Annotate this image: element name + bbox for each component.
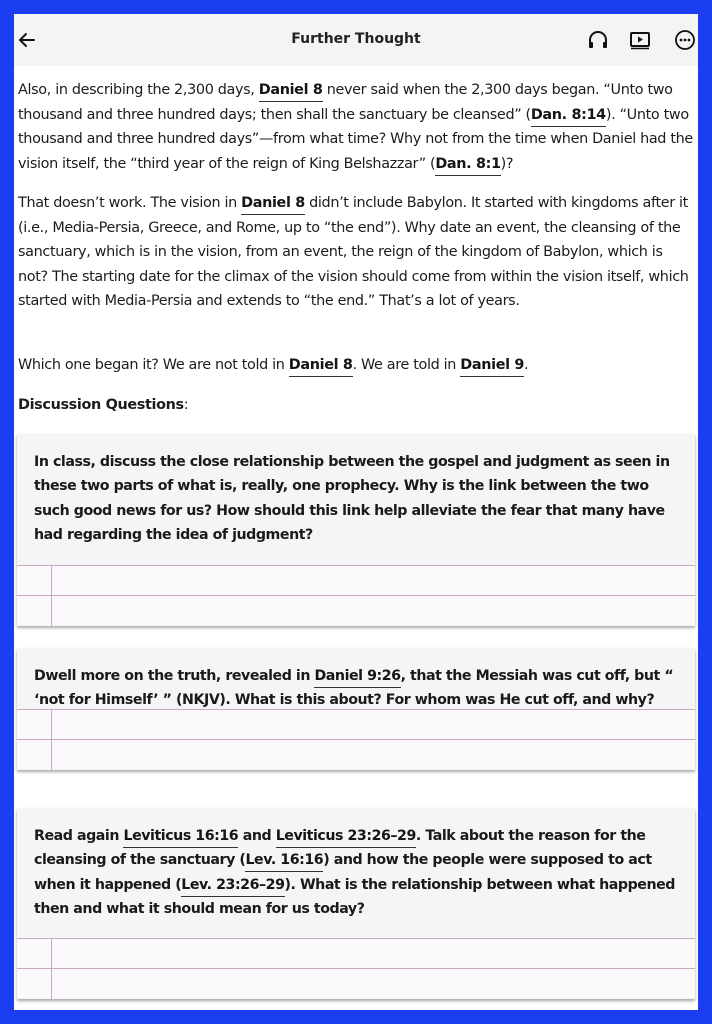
video-play-icon[interactable]	[628, 28, 652, 52]
scripture-link[interactable]: Dan. 8:14	[531, 107, 606, 127]
scripture-link[interactable]: Leviticus 16:16	[123, 828, 238, 848]
scripture-link[interactable]: Daniel 8	[241, 195, 305, 215]
headphones-icon[interactable]	[586, 28, 610, 52]
text-run: In class, discuss the close relationship between the gospel and judgment as seen in these two parts of what is, really, one prophecy. Why is the link between the two such good news for us? How should this link help alleviate the fear that many have had regarding the idea of judgment?	[34, 454, 670, 543]
lesson-content	[14, 66, 698, 1010]
note-margin-line	[51, 710, 52, 770]
question-card	[17, 648, 695, 770]
text-run: . We are told in	[352, 357, 461, 373]
note-line	[17, 595, 695, 596]
question-card	[17, 434, 695, 626]
text-run: and	[238, 828, 276, 844]
page-title: Further Thought	[291, 31, 421, 47]
note-line	[17, 739, 695, 740]
text-run: Which one began it? We are not told in	[18, 357, 289, 373]
paragraph	[18, 191, 696, 314]
notes-input[interactable]	[17, 938, 695, 998]
question-card	[17, 808, 695, 999]
note-line	[17, 968, 695, 969]
scripture-link[interactable]: Daniel 8	[259, 82, 323, 102]
scripture-link[interactable]: Lev. 23:26–29	[181, 877, 284, 897]
more-options-icon[interactable]	[673, 28, 697, 52]
notes-input[interactable]	[17, 709, 695, 769]
question-text	[34, 824, 684, 921]
scripture-link[interactable]: Daniel 8	[289, 357, 353, 377]
app-screen	[14, 14, 698, 1010]
scripture-link[interactable]: Leviticus 23:26–29	[276, 828, 416, 848]
scripture-link[interactable]: Daniel 9	[460, 357, 524, 377]
question-text	[34, 664, 684, 713]
text-run: Read again	[34, 828, 124, 844]
paragraph	[18, 78, 696, 176]
note-margin-line	[51, 939, 52, 999]
discussion-heading	[18, 397, 188, 413]
text-run: .	[524, 357, 529, 373]
notes-input[interactable]	[17, 565, 695, 625]
scripture-link[interactable]: Lev. 16:16	[245, 852, 323, 872]
text-run: )?	[500, 155, 514, 172]
text-run: never said when the 2,300 days began. “Unto two thousand and three hundred days; then shall the sanctuary be cleansed” (	[18, 82, 673, 123]
discussion-heading-colon: :	[183, 397, 189, 413]
text-run: . Talk about the reason for the cleansing of the sanctuary (	[34, 828, 646, 869]
text-run: didn’t include Babylon. It started with kingdoms after it (i.e., Media-Persia, Greece, and Rome, up to “the end”). Why date an event, the cleansing of the sanctuary, which is in the vision, from an event, the reign of the kingdom of Babylon, which is not? The starting date for the climax of the vision should come from within the vision itself, which started with Media-Persia and extends to “the end.” That’s a lot of years.	[18, 195, 689, 309]
paragraph	[18, 353, 696, 378]
text-run: That doesn’t work. The vision in	[18, 195, 242, 211]
text-run: , that the Messiah was cut off, but “ ‘not for Himself’ ” (NKJV). What is this about? For whom was He cut off, and why?	[34, 668, 674, 709]
text-run: ). “Unto two thousand and three hundred days”—from what time? Why not from the time when Daniel had the vision itself, the “third year of the reign of King Belshazzar” (	[18, 106, 693, 172]
text-run: Also, in describing the 2,300 days,	[18, 82, 259, 98]
note-margin-line	[51, 566, 52, 626]
text-run: ). What is the relationship between what happened then and what it should mean for us today?	[34, 876, 675, 917]
scripture-link[interactable]: Dan. 8:1	[435, 156, 500, 176]
app-bar	[14, 14, 698, 66]
text-run: ) and how the people were supposed to act when it happened (	[34, 852, 652, 893]
scripture-link[interactable]: Daniel 9:26	[314, 668, 400, 688]
text-run: Dwell more on the truth, revealed in	[34, 668, 315, 684]
question-text	[34, 450, 684, 547]
discussion-heading-label: Discussion Questions	[18, 397, 184, 413]
